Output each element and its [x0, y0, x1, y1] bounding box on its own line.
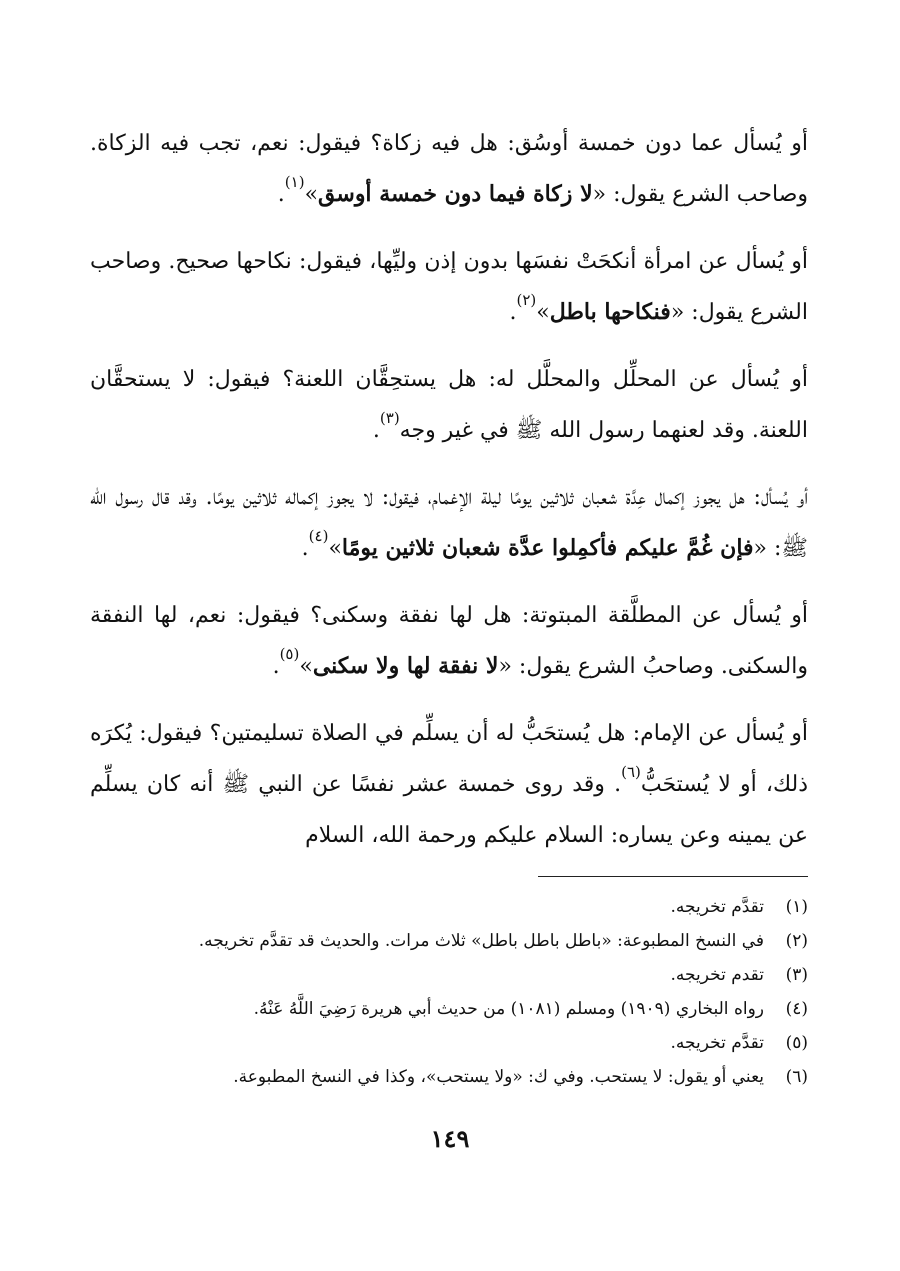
paragraph-text: .: [301, 536, 309, 561]
paragraph: [90, 472, 808, 574]
footnotes: [90, 890, 808, 1094]
footnote-text: تقدم تخريجه.: [670, 965, 764, 985]
footnote: [90, 924, 808, 958]
footnote-text: رواه البخاري (١٩٠٩) ومسلم (١٠٨١) من حديث أبي هريرة رَضِيَ اللَّهُ عَنْهُ.: [253, 999, 764, 1019]
hadith-quote: فنكاحها باطل: [549, 299, 671, 325]
paragraph-text: .: [372, 418, 380, 443]
paragraph-text: »: [304, 182, 319, 207]
hadith-quote: فإن غُمَّ عليكم فأكمِلوا عدَّة شعبان ثلاثين يومًا: [341, 535, 754, 561]
paragraph-text: »: [299, 654, 313, 679]
footnote-ref: (٥): [279, 645, 300, 663]
footnote-text: تقدَّم تخريجه.: [670, 1033, 764, 1053]
paragraph: [90, 354, 808, 456]
paragraph-text: »: [328, 536, 342, 561]
footnote-number: (٤): [785, 999, 808, 1019]
footnote-number: (٣): [785, 965, 808, 985]
paragraph: [90, 236, 808, 338]
footnote-number: (٦): [785, 1067, 808, 1087]
footnote: [90, 1060, 808, 1094]
paragraph-text: أو يُسأل عن الإمام: هل يُستحَبُّ له أن يسلِّم في الصلاة تسليمتين؟ فيقول: يُكرَه ذلك، أو لا يُستحَبُّ: [90, 721, 808, 797]
paragraph-text: .: [509, 300, 517, 325]
paragraph-text: .: [272, 654, 280, 679]
footnote: [90, 890, 808, 924]
footnote: [90, 958, 808, 992]
paragraph-text: أو يُسأل عن المحلِّل والمحلَّل له: هل يستحِقَّان اللعنة؟ فيقول: لا يستحقَّان اللعنة. وقد لعنهما رسول الله ﷺ في غير وجه: [90, 367, 808, 443]
footnote-number: (١): [785, 897, 808, 917]
paragraph-text: أو يُسأل عن امرأة أنكحَتْ نفسَها بدون إذن وليِّها، فيقول: نكاحها صحيح. وصاحب الشرع يقول: «: [90, 249, 808, 325]
footnote-text: في النسخ المطبوعة: «باطل باطل باطل» ثلاث مرات. والحديث قد تقدَّم تخريجه.: [198, 931, 764, 951]
hadith-quote: لا نفقة لها ولا سكنى: [312, 653, 499, 679]
page-number: ١٤٩: [430, 1124, 470, 1153]
main-text: [90, 118, 808, 877]
paragraph-text: »: [536, 300, 550, 325]
footnote-number: (٥): [785, 1033, 808, 1053]
footnote-ref: (١): [284, 173, 305, 191]
footnote: [90, 992, 808, 1026]
footnote-text: تقدَّم تخريجه.: [670, 897, 764, 917]
footnote-number: (٢): [785, 931, 808, 951]
paragraph: [90, 590, 808, 692]
paragraph-text: . وقد روى خمسة عشر نفسًا عن النبي ﷺ أنه كان يسلِّم عن يمينه وعن يساره: السلام عليكم ورحمة الله، السلام: [90, 772, 808, 848]
paragraph-text: .: [277, 182, 285, 207]
footnote-text: يعني أو يقول: لا يستحب. وفي ك: «ولا يستحب»، وكذا في النسخ المطبوعة.: [233, 1067, 764, 1087]
hadith-quote: لا زكاة فيما دون خمسة أوسق: [318, 181, 593, 207]
footnote-separator: [538, 876, 808, 877]
paragraph: [90, 708, 808, 861]
paragraph-text: أو يُسأل عما دون خمسة أوسُق: هل فيه زكاة؟ فيقول: نعم، تجب فيه الزكاة. وصاحب الشرع يقول: «: [90, 131, 808, 207]
paragraph-text: أو يُسأل عن المطلَّقة المبتوتة: هل لها نفقة وسكنى؟ فيقول: نعم، لها النفقة والسكنى. وصاحبُ الشرع يقول: «: [90, 603, 808, 679]
footnote-ref: (٤): [308, 527, 329, 545]
footnote-ref: (٣): [379, 409, 400, 427]
paragraph-text: أو يُسأل: هل يجوز إكمال عِدَّة شعبان ثلاثين يومًا ليلة الإغمام، فيقول: لا يجوز إكماله ثلاثين يومًا. وقد قال رسول الله ﷺ: «: [90, 485, 808, 561]
footnote: [90, 1026, 808, 1060]
footnote-ref: (٢): [516, 291, 537, 309]
paragraph: [90, 118, 808, 220]
footnote-ref: (٦): [621, 763, 641, 781]
